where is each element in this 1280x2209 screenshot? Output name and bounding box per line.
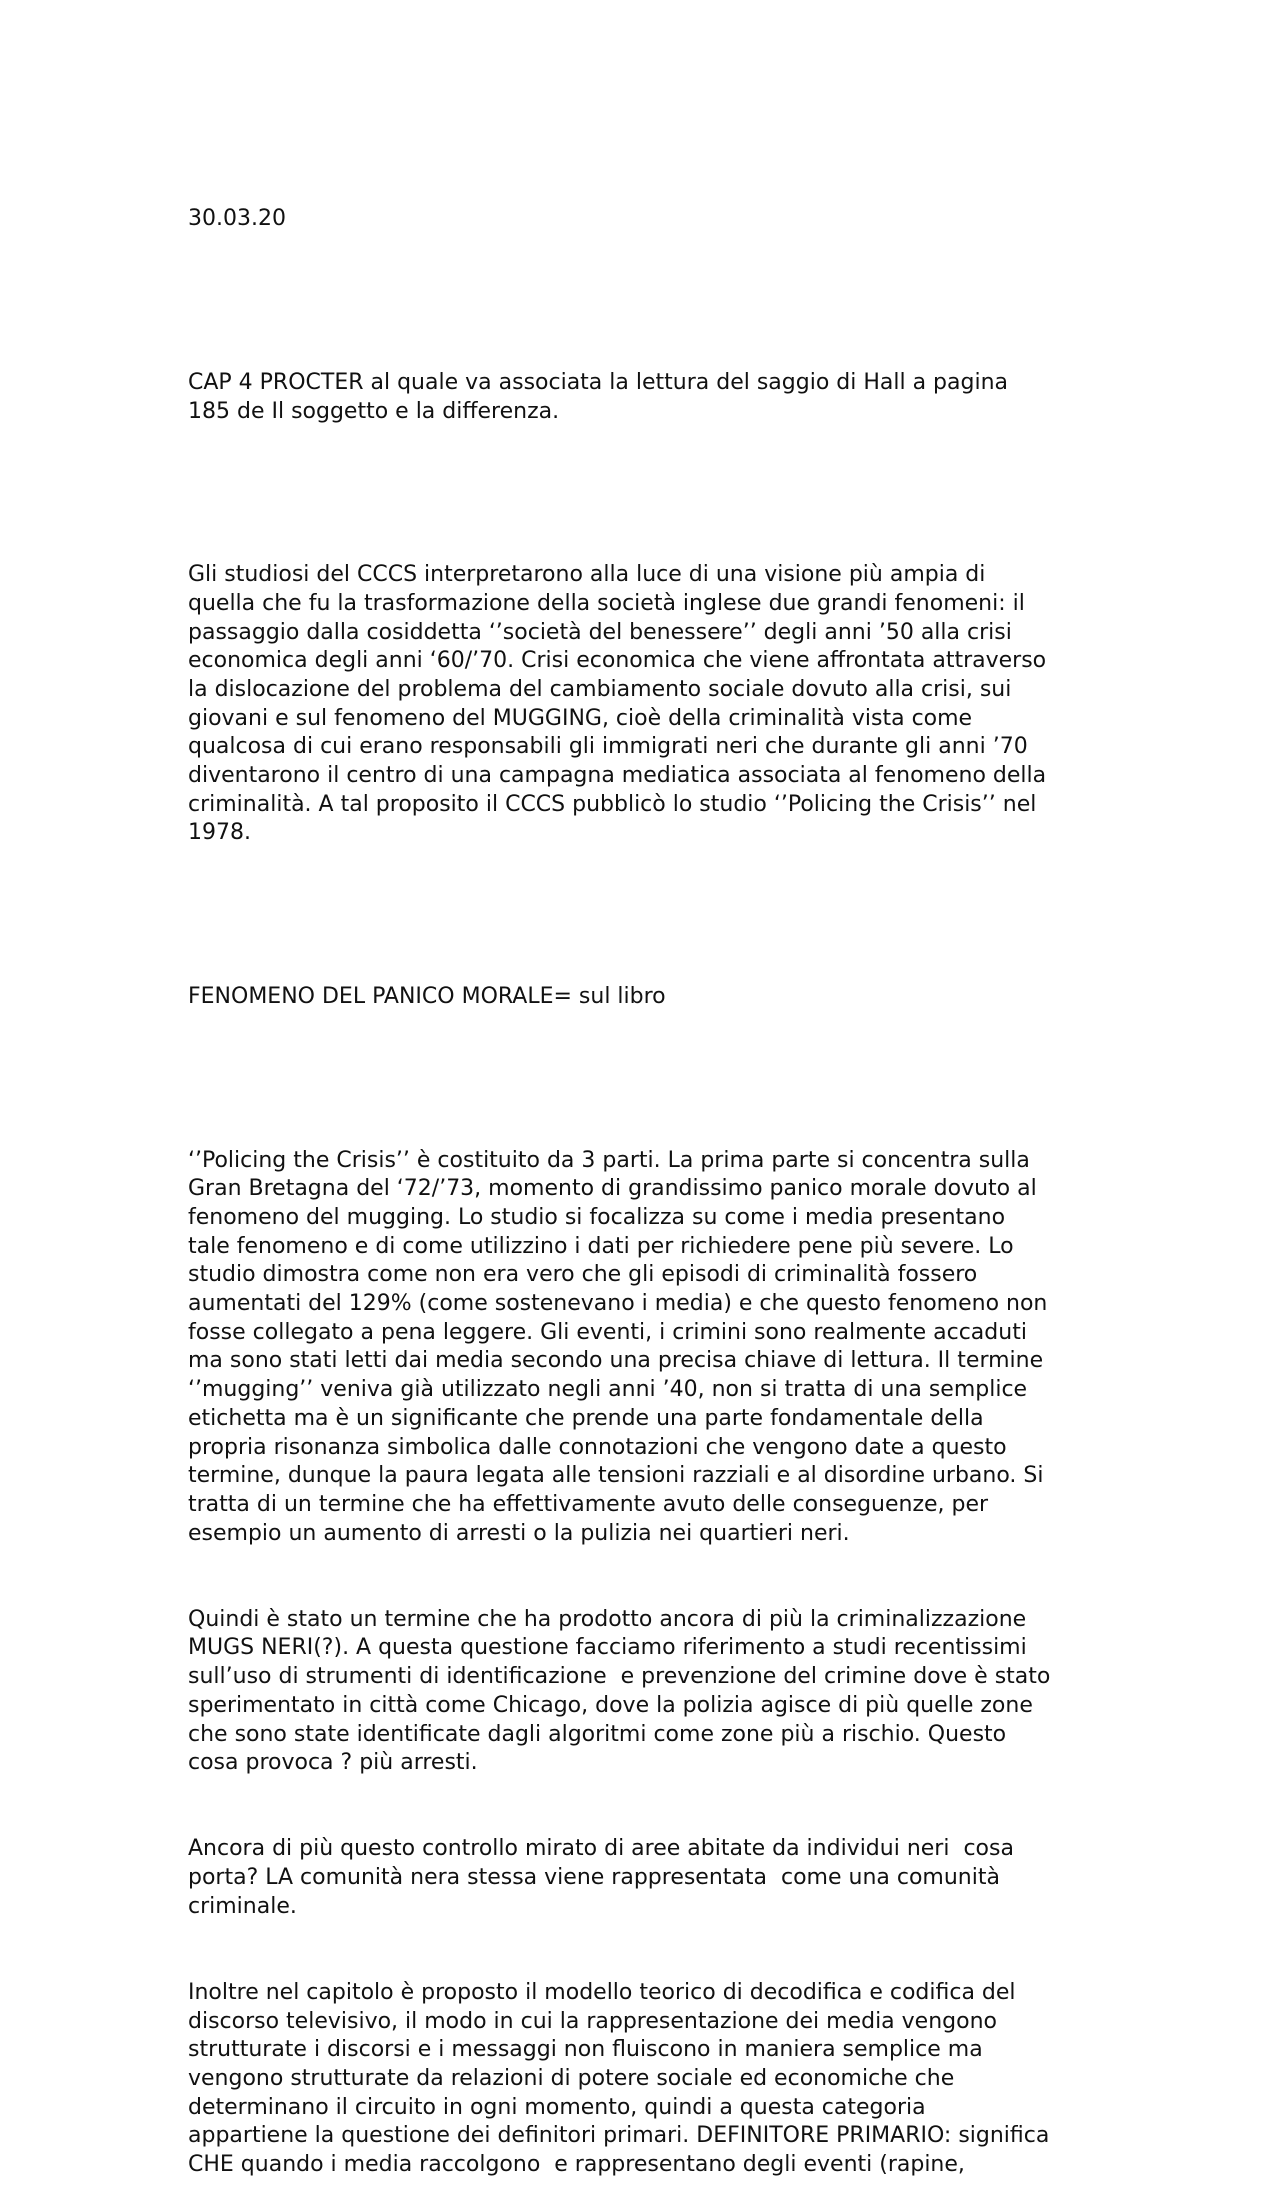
paragraph-spacer bbox=[188, 484, 1108, 504]
paragraph-policing-the-crisis: ‘’Policing the Crisis’’ è costituito da 3 parti. La prima parte si concentra sulla Gran Bretagna del ‘72/’73, momento di grandissimo panico morale dovuto al fenomeno del mugging. Lo studio si focalizza su come i media presentano tale fenomeno e di come utilizzino i dati per richiedere pene più severe. Lo studio dimostra come non era vero che gli episodi di criminalità fossero aumentati del 129% (come sostenevano i media) e che questo fenomeno non fosse collegato a pena leggere. Gli eventi, i crimini sono realmente accaduti ma sono stati letti dai media secondo una precisa chiave di lettura. Il termine ‘’mugging’’ veniva già utilizzato negli anni ’40, non si tratta di una semplice etichetta ma è un significante che prende una parte fondamentale della propria risonanza simbolica dalle connotazioni che vengono date a questo termine, dunque la paura legata alle tensioni razziali e al disordine urbano. Si tratta di un termine che ha effettivamente avuto delle conseguenze, per esempio un aumento di arresti o la pulizia nei quartieri neri. bbox=[188, 1147, 1048, 1546]
heading-panico-morale: FENOMENO DEL PANICO MORALE= sul libro bbox=[188, 983, 666, 1009]
paragraph-definitori-primari: Inoltre nel capitolo è proposto il modello teorico di decodifica e codifica del discorso televisivo, il modo in cui la rappresentazione dei media vengono strutturate i discorsi e i messaggi non fluiscono in maniera semplice ma vengono strutturate da relazioni di potere sociale ed economiche che determinano il circuito in ogni momento, quindi a questa categoria appartiene la questione dei definitori primari. DEFINITORE PRIMARIO: significa CHE quando i media raccolgono e rappresentano degli eventi (rapine, bbox=[188, 1979, 1050, 2178]
document-intro: CAP 4 PROCTER al quale va associata la lettura del saggio di Hall a pagina 185 de Il soggetto e la differenza. bbox=[188, 369, 1009, 424]
paragraph-criminalizzazione: Quindi è stato un termine che ha prodotto ancora di più la criminalizzazione MUGS NERI(?). A questa questione facciamo riferimento a studi recentissimi sull’uso di strumenti di identificazione e prevenzione del crimine dove è stato sperimentato in città come Chicago, dove la polizia agisce di più quelle zone che sono state identificate dagli algoritmi come zone più a rischio. Questo cosa provoca ? più arresti. bbox=[188, 1606, 1051, 1776]
paragraph-cccs: Gli studiosi del CCCS interpretarono alla luce di una visione più ampia di quella che fu la trasformazione della società inglese due grandi fenomeni: il passaggio dalla cosiddetta ‘’società del benessere’’ degli anni ’50 alla crisi economica degli anni ‘60/’70. Crisi economica che viene affrontata attraverso la dislocazione del problema del cambiamento sociale dovuto alla crisi, sui giovani e sul fenomeno del MUGGING, cioè della criminalità vista come qualcosa di cui erano responsabili gli immigrati neri che durante gli anni ’70 diventarono il centro di una campagna mediatica associata al fenomeno della criminalità. A tal proposito il CCCS pubblicò lo studio ‘’Policing the Crisis’’ nel 1978. bbox=[188, 562, 1047, 846]
paragraph-spacer bbox=[188, 906, 1108, 926]
document-page bbox=[188, 148, 1108, 2209]
document-date: 30.03.20 bbox=[188, 206, 286, 232]
paragraph-spacer bbox=[188, 1069, 1108, 1089]
paragraph-comunita-nera: Ancora di più questo controllo mirato di aree abitate da individui neri cosa porta? LA comunità nera stessa viene rappresentata come una comunità criminale. bbox=[188, 1836, 1014, 1919]
paragraph-spacer bbox=[188, 292, 1108, 312]
